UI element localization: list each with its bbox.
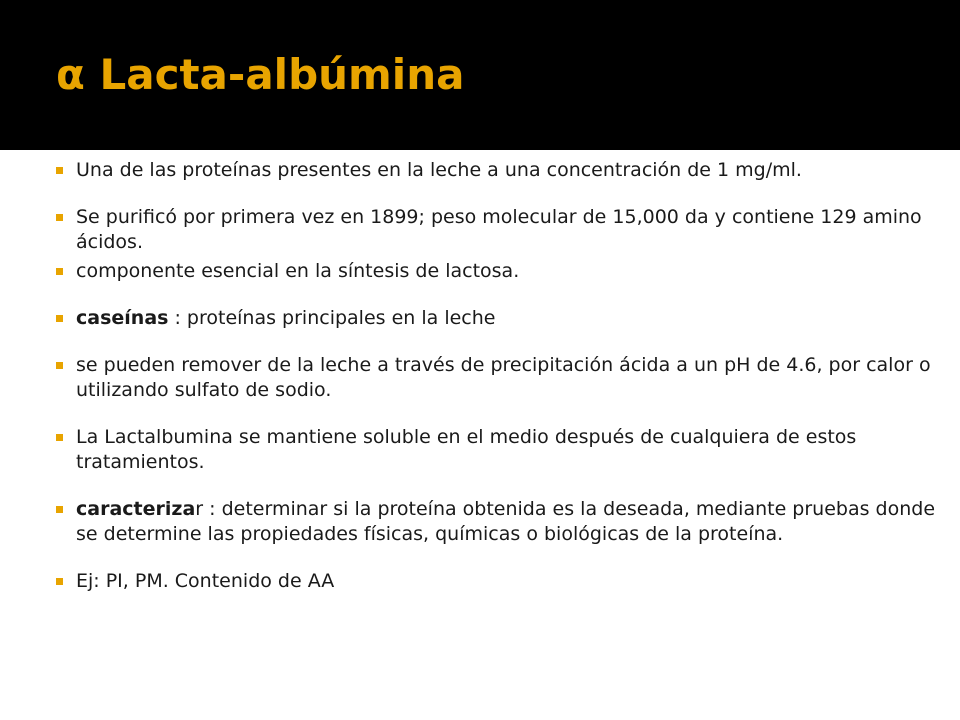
- bullet-text: Ej: PI, PM. Contenido de AA: [76, 570, 335, 592]
- bullet-text: se pueden remover de la leche a través de precipitación ácida a un pH de 4.6, por calor o utilizando sulfato de sodio.: [76, 354, 931, 401]
- bullet-item: [56, 205, 946, 255]
- bullet-term: caseínas: [76, 307, 169, 329]
- square-bullet-icon: [56, 362, 63, 369]
- bullet-item: [56, 497, 946, 547]
- bullet-item: [56, 158, 946, 183]
- title-bar: [0, 0, 960, 150]
- bullet-term: caracteriza: [76, 498, 196, 520]
- slide-title: α Lacta-albúmina: [56, 50, 465, 99]
- bullet-text: componente esencial en la síntesis de lactosa.: [76, 260, 520, 282]
- bullet-text: Una de las proteínas presentes en la leche a una concentración de 1 mg/ml.: [76, 159, 802, 181]
- square-bullet-icon: [56, 578, 63, 585]
- square-bullet-icon: [56, 167, 63, 174]
- bullet-text: : proteínas principales en la leche: [168, 307, 496, 329]
- bullet-item: [56, 425, 946, 475]
- bullet-item: [56, 569, 946, 594]
- bullet-item: [56, 259, 946, 284]
- square-bullet-icon: [56, 315, 63, 322]
- bullet-text: Se purificó por primera vez en 1899; peso molecular de 15,000 da y contiene 129 amino ácidos.: [76, 206, 922, 253]
- bullet-item: [56, 353, 946, 403]
- square-bullet-icon: [56, 268, 63, 275]
- bullet-list: [56, 158, 946, 594]
- bullet-text: La Lactalbumina se mantiene soluble en el medio después de cualquiera de estos tratamientos.: [76, 426, 857, 473]
- content-area: [0, 150, 960, 720]
- bullet-item: [56, 306, 946, 331]
- square-bullet-icon: [56, 434, 63, 441]
- square-bullet-icon: [56, 214, 63, 221]
- square-bullet-icon: [56, 506, 63, 513]
- bullet-text: r : determinar si la proteína obtenida es la deseada, mediante pruebas donde se determine las propiedades físicas, químicas o biológicas de la proteína.: [76, 498, 936, 545]
